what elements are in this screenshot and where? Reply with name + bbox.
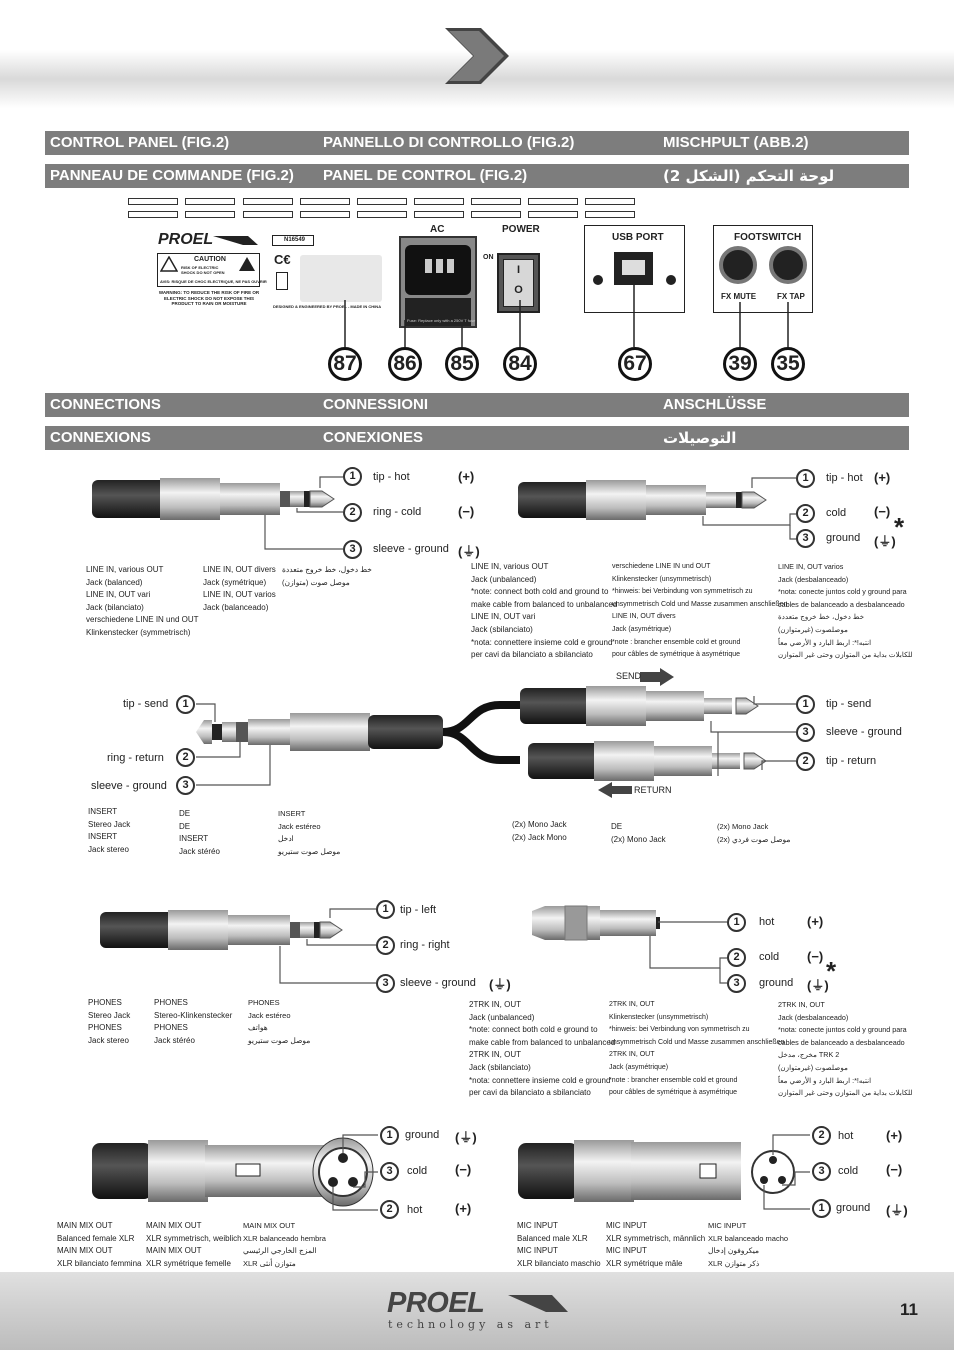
- phones-desc-3: PHONES Jack estéreo هواتف موصل صوت ستيريو: [248, 998, 311, 1045]
- header-fr: CONNEXIONS: [50, 429, 151, 446]
- phones-desc-1: PHONES Stereo Jack PHONES Jack stereo: [88, 998, 131, 1045]
- pin-label: ground: [826, 532, 861, 544]
- ce-mark-icon: C€: [274, 252, 291, 267]
- polarity-plus-icon: (+): [455, 1201, 472, 1216]
- power-rocker[interactable]: I O: [503, 259, 534, 307]
- ts1-desc-2: verschiedene LINE IN und OUT Klinkenstecker (unsymmetrisch) *hinweis: bei Verbindung von symmetrisch zu unsymmetrisch Cold und Masse zusammen anschließen LINE IN, OUT divers Jack (asymétrique) *note : brancher ensemble cold et ground pour câbles de symétrique à asymétrique: [612, 563, 788, 659]
- caution-sub: RISK OF ELECTRIC SHOCK DO NOT OPEN: [181, 265, 225, 275]
- polarity-minus-icon: (−): [807, 949, 824, 964]
- pin-number: 1: [796, 469, 815, 488]
- send-arrow-icon: [640, 668, 674, 686]
- asterisk-note: *: [894, 512, 905, 542]
- ground-icon: (⏚): [807, 978, 829, 993]
- footer-tagline: technology as art: [388, 1318, 553, 1331]
- pin-number: 1: [380, 1126, 399, 1145]
- fx-tap-label: FX TAP: [777, 292, 805, 301]
- callout-84: 84: [503, 347, 537, 381]
- pin-label: cold: [759, 951, 780, 963]
- caution-label: CAUTION: [194, 256, 226, 263]
- pin-label: cold: [407, 1165, 428, 1177]
- insert-desc-2: DE DE INSERT Jack stéréo: [179, 809, 220, 856]
- callout-85: 85: [445, 347, 479, 381]
- xlrm-desc-2: MIC INPUT XLR symmetrisch, männlich MIC INPUT XLR symétrique mâle: [606, 1221, 706, 1268]
- pin-label: tip - return: [826, 755, 877, 767]
- pin-label: tip - hot: [826, 472, 863, 484]
- ground-icon: (⏚): [489, 977, 511, 992]
- insert-desc-6: (2x) Mono Jack (2x) موصل صوت فردي: [717, 822, 791, 844]
- trs-jack-1: [92, 478, 334, 520]
- header-fr: PANNEAU DE COMMANDE (FIG.2): [50, 167, 294, 184]
- pin-label: sleeve - ground: [400, 977, 476, 989]
- avis-label: AVIS: RISQUE DE CHOC ELECTRIQUE, NE PAS OUVRIR: [160, 279, 267, 284]
- pin-label: ground: [759, 977, 794, 989]
- ground-icon: (⏚): [455, 1130, 477, 1145]
- fx-mute-label: FX MUTE: [721, 292, 757, 301]
- rca-desc-2: 2TRK IN, OUT Klinkenstecker (unsymmetrisch) *hinweis: bei Verbindung von symmetrisch zu unsymmetrisch Cold und Masse zusammen anschließen 2TRK IN, OUT Jack (asymétrique) *note : brancher ensemble cold et ground pour câbles de symétrique à asymétrique: [609, 1001, 785, 1097]
- polarity-plus-icon: (+): [458, 469, 475, 484]
- insert-y-cable: [196, 686, 766, 781]
- pin-label: ground: [405, 1129, 440, 1141]
- pin-number: 3: [376, 974, 395, 993]
- xlrm-desc-3: MIC INPUT XLR balanceado macho ميكروفون إدخال XLR ذكر متوازن: [708, 1221, 789, 1268]
- insert-desc-4: (2x) Mono Jack (2x) Jack Mono: [512, 820, 567, 842]
- trs1-desc-1: LINE IN, various OUT Jack (balanced) LINE IN, OUT vari Jack (bilanciato) verschiedene LINE IN und OUT Klinkenstecker (symmetrisch): [86, 565, 199, 637]
- pin-number: 2: [727, 948, 746, 967]
- pin-label: cold: [838, 1165, 859, 1177]
- ground-icon: (⏚): [458, 544, 480, 559]
- ts1-desc-1: LINE IN, various OUT Jack (unbalanced) *note: connect both cold and ground to make cable from balanced to unbalanced LINE IN, OUT vari Jack (sbilanciato) *nota: connettere insieme cold e ground per cavi da bilanciato a sbilanciato: [471, 562, 618, 660]
- pin-label: cold: [826, 507, 847, 519]
- header-de: MISCHPULT (ABB.2): [663, 134, 809, 151]
- xlrf-desc-3: MAIN MIX OUT XLR balanceado hembra المزج الخارجي الرئيسي XLR متوازن أنثى: [243, 1221, 326, 1268]
- ground-icon: (⏚): [874, 534, 896, 549]
- pin-number: 2: [380, 1200, 399, 1219]
- callout-39: 39: [723, 347, 757, 381]
- header-it: PANNELLO DI CONTROLLO (FIG.2): [323, 134, 575, 151]
- warning-label: WARNING: TO REDUCE THE RISK OF FIRE OR ELECTRIC SHOCK DO NOT EXPOSE THIS PRODUCT TO RAIN OR MOISTURE: [158, 290, 260, 306]
- xlrf-desc-2: MAIN MIX OUT XLR symmetrisch, weiblich MAIN MIX OUT XLR symétrique femelle: [146, 1221, 242, 1268]
- footer-swoosh-icon: [508, 1292, 568, 1314]
- header-es: PANEL DE CONTROL (FIG.2): [323, 167, 528, 184]
- pin-number: 1: [176, 695, 195, 714]
- polarity-minus-icon: (−): [874, 504, 891, 519]
- pin-number: 3: [176, 776, 195, 795]
- pin-number: 3: [796, 529, 815, 548]
- trs1-desc-2: LINE IN, OUT divers Jack (symétrique) LINE IN, OUT varios Jack (balanceado): [203, 565, 276, 612]
- asterisk-note: *: [826, 956, 837, 986]
- pin-label: tip - send: [826, 698, 872, 710]
- pin-label: hot: [838, 1130, 854, 1142]
- pin-number: 2: [343, 503, 362, 522]
- callout-87: 87: [328, 347, 362, 381]
- header-it: CONNESSIONI: [323, 396, 429, 413]
- rca-desc-1: 2TRK IN, OUT Jack (unbalanced) *note: connect both cold e ground to make cable from balanced to unbalanced 2TRK IN, OUT Jack (sbilanciato) *nota: connettere insieme cold e ground per cavi da bilanciato a sbilanciato: [469, 1000, 616, 1098]
- header-en: CONNECTIONS: [50, 396, 161, 413]
- rca-desc-3: 2TRK IN, OUT Jack (desbalanceado) *nota: conecte juntos cold y ground para cables de balanceado a desbalanceado مخرج، مدخل TRK 2 موصلصوت (غيرمتوازن) انتبه!*: اربط البارد و الأرضي معاً للكابلات بداية من المتوازن وحتى غير المتوازن: [778, 1000, 913, 1098]
- pin-number: 2: [376, 936, 395, 955]
- polarity-plus-icon: (+): [807, 914, 824, 929]
- pin-number: 3: [343, 540, 362, 559]
- pin-label: tip - left: [400, 904, 437, 916]
- pin-label: hot: [759, 916, 775, 928]
- header-es: CONEXIONES: [323, 429, 424, 446]
- header-ar: لوحة التحكم (الشكل 2): [663, 167, 835, 185]
- pin-label: sleeve - ground: [826, 726, 902, 738]
- xlr-male-plug: [518, 1140, 794, 1202]
- xlrm-desc-1: MIC INPUT Balanced male XLR MIC INPUT XLR bilanciato maschio: [517, 1221, 601, 1268]
- pin-label: ring - return: [107, 752, 164, 764]
- xlrf-desc-1: MAIN MIX OUT Balanced female XLR MAIN MIX OUT XLR bilanciato femmina: [57, 1221, 142, 1268]
- pin-number: 2: [796, 752, 815, 771]
- pin-label: ground: [836, 1202, 871, 1214]
- return-label: RETURN: [634, 785, 672, 795]
- ts-jack-1: [518, 480, 766, 520]
- pin-number: 1: [796, 695, 815, 714]
- polarity-plus-icon: (+): [886, 1128, 903, 1143]
- pin-label: hot: [407, 1204, 423, 1216]
- fuse-label: Fuse: Replace only with a 250V T fuse: [407, 318, 476, 323]
- pin-number: 3: [796, 723, 815, 742]
- header-en: CONTROL PANEL (FIG.2): [50, 134, 230, 151]
- cert-number: N16549: [284, 237, 306, 243]
- pin-number: 3: [812, 1162, 831, 1181]
- usb-port-label: USB PORT: [612, 232, 664, 243]
- pin-number: 2: [176, 748, 195, 767]
- polarity-plus-icon: (+): [874, 470, 891, 485]
- pin-label: ring - cold: [373, 506, 422, 518]
- callout-86: 86: [388, 347, 422, 381]
- xlr-female-plug: [92, 1138, 373, 1206]
- on-label: ON: [483, 254, 494, 261]
- pin-label: sleeve - ground: [91, 780, 167, 792]
- footer-brand-logo: PROEL: [387, 1287, 485, 1319]
- ts1-desc-3: LINE IN, OUT varios Jack (desbalanceado) *nota: conecte juntos cold y ground para cables de balanceado a desbalanceado خط دخول، خط خروج متعددة موصلصوت (غيرمتوازن) انتبه!*: اربط البارد و الأرضي معاً للكابلات بداية من المتوازن وحتى غير المتوازن: [778, 562, 913, 660]
- pin-label: ring - right: [400, 939, 450, 951]
- polarity-minus-icon: (−): [455, 1162, 472, 1177]
- insert-desc-5: DE (2x) Mono Jack: [611, 822, 666, 844]
- polarity-minus-icon: (−): [886, 1162, 903, 1177]
- pin-number: 3: [727, 974, 746, 993]
- pin-number: 2: [796, 504, 815, 523]
- insert-desc-3: INSERT Jack estéreo ادخل موصل صوت ستيريو: [278, 809, 341, 856]
- page-number: 11: [900, 1300, 918, 1319]
- phones-desc-2: PHONES Stereo-Klinkenstecker PHONES Jack stéréo: [154, 998, 233, 1045]
- pin-number: 2: [812, 1126, 831, 1145]
- pin-number: 1: [343, 467, 362, 486]
- insert-desc-1: INSERT Stereo Jack INSERT Jack stereo: [88, 807, 131, 854]
- phones-trs-jack: [100, 910, 342, 950]
- pin-number: 1: [376, 900, 395, 919]
- rca-plug: [532, 906, 660, 940]
- header-de: ANSCHLÜSSE: [663, 396, 767, 413]
- designed-label: DESIGNED & ENGINEERED BY PROEL - MADE IN CHINA: [273, 304, 382, 309]
- pin-label: tip - hot: [373, 471, 410, 483]
- ac-label: AC: [430, 224, 445, 235]
- callout-35: 35: [771, 347, 805, 381]
- trs1-desc-3: خط دخول، خط خروج متعددة (متوازن) موصل صوت: [282, 565, 372, 587]
- power-label: POWER: [502, 224, 540, 235]
- callout-67: 67: [618, 347, 652, 381]
- footswitch-label: FOOTSWITCH: [734, 232, 802, 243]
- header-ar: التوصيلات: [663, 429, 737, 447]
- ground-icon: (⏚): [886, 1203, 908, 1218]
- return-arrow-icon: [598, 782, 632, 798]
- pin-label: sleeve - ground: [373, 543, 449, 555]
- panel-brand-logo: PROEL: [158, 231, 214, 248]
- pin-number: 1: [812, 1199, 831, 1218]
- pin-number: 1: [727, 913, 746, 932]
- pin-number: 3: [380, 1162, 399, 1181]
- send-label: SEND: [616, 671, 642, 681]
- polarity-minus-icon: (−): [458, 504, 475, 519]
- pin-label: tip - send: [123, 698, 169, 710]
